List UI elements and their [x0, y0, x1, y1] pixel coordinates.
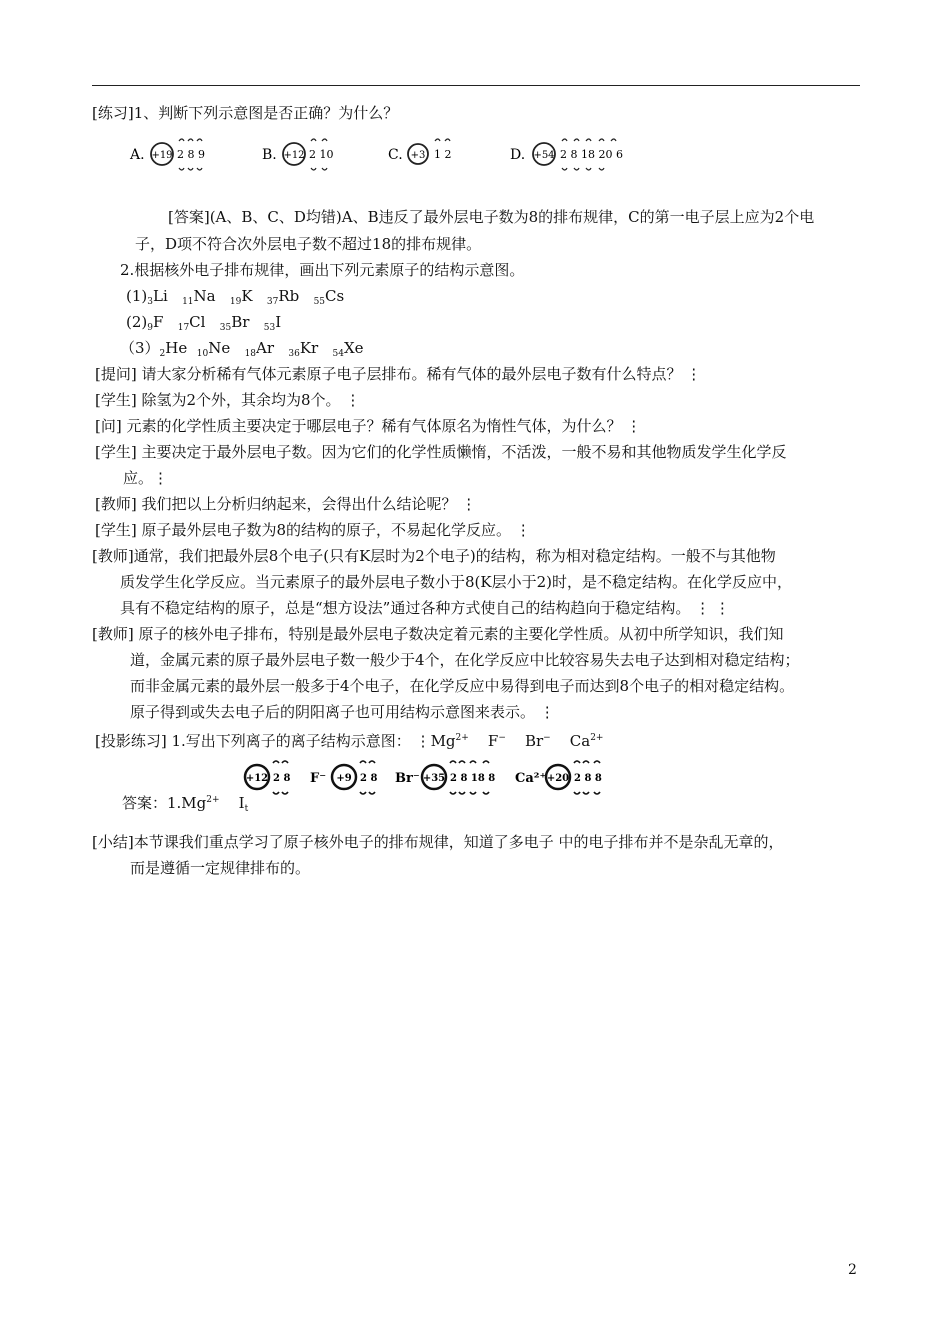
- dialogue-line: 质发学生化学反应。当元素原子的最外层电子数小于8(K层小于2)时，是不稳定结构。在化学反应中，: [120, 573, 793, 591]
- nucleus-charge: +20: [546, 773, 570, 784]
- nucleus-charge: +9: [336, 773, 352, 784]
- nucleus-charge: +35: [422, 773, 446, 784]
- header-rule: [92, 85, 860, 86]
- atom-diagram-c: [388, 139, 452, 164]
- shell-numbers: 2 8 8: [574, 773, 602, 784]
- option-letter: B.: [262, 147, 277, 163]
- dialogue-line: 原子得到或失去电子后的阴阳离子也可用结构示意图来表示。 ⋮: [130, 703, 555, 721]
- nucleus-charge: +3: [410, 150, 426, 161]
- dialogue-line: 道，金属元素的原子最外层电子数一般少于4个，在化学反应中比较容易失去电子达到相对稳定结构；: [130, 651, 800, 669]
- atom-diagram-b: [262, 139, 334, 170]
- ion-diagram-ca: [515, 761, 602, 794]
- dialogue-line: [学生] 原子最外层电子数为8的结构的原子，不易起化学反应。 ⋮: [95, 521, 531, 539]
- exercise-question-1: [练习]1、判断下列示意图是否正确？为什么？: [92, 104, 399, 122]
- projection-exercise: [投影练习] 1.写出下列离子的离子结构示意图： $⋮Mg^{2+}$ F− Br− $Ca^{2+}$: [95, 732, 604, 750]
- element-row-3: $(3)_2He$ $_{10}$Ne $_{18}$Ar $_{36}$Kr $_{54}$Xe: [120, 339, 364, 359]
- shell-numbers: 2 10: [309, 148, 334, 161]
- dialogue-line: [问] 元素的化学性质主要决定于哪层电子？稀有气体原名为惰性气体，为什么？ ⋮: [95, 417, 642, 435]
- ion-symbol: F⁻: [310, 771, 327, 786]
- shell-numbers: 2 8 18 20 6: [560, 148, 623, 161]
- dialogue-line: [教师]通常，我们把最外层8个电子(只有K层时为2个电子)的结构，称为相对稳定结构。一般不与其他物: [92, 547, 776, 565]
- answer-line-2: 子，D项不符合次外层电子数不超过18的排布规律。: [135, 235, 482, 253]
- option-letter: D.: [510, 147, 526, 163]
- dialogue-line: [提问] 请大家分析稀有气体元素原子电子层排布。稀有气体的最外层电子数有什么特点？ ⋮: [95, 365, 702, 383]
- ion-diagram-f: [310, 761, 377, 794]
- electron-shell-arcs: [435, 139, 450, 141]
- summary-line-2: 而是遵循一定规律排布的。: [130, 859, 311, 877]
- atom-diagram-d: [510, 139, 623, 170]
- exercise-question-2: 2.根据核外电子排布规律，画出下列元素原子的结构示意图。: [120, 261, 525, 279]
- ion-symbol: Br⁻: [395, 771, 420, 786]
- nucleus-charge: +12: [283, 150, 305, 161]
- nucleus-charge: +54: [533, 150, 555, 161]
- ion-symbol: Ca²⁺: [515, 771, 547, 786]
- shell-numbers: 1 2: [434, 148, 452, 161]
- nucleus-charge: +19: [151, 150, 173, 161]
- atom-diagram-a: [129, 139, 205, 170]
- nucleus-charge: +12: [245, 773, 269, 784]
- dialogue-line: 具有不稳定结构的原子，总是“想方设法”通过各种方式使自己的结构趋向于稳定结构。 ⋮ ⋮: [120, 599, 730, 617]
- shell-numbers: 2 8 18 8: [450, 773, 496, 784]
- ion-diagrams-answer: [240, 755, 620, 805]
- element-row-2: $(2)_9F$ $_{17}$Cl $_{35}$Br $_{53}$I: [126, 313, 282, 333]
- dialogue-line: 而非金属元素的最外层一般多于4个电子，在化学反应中易得到电子而达到8个电子的相对稳定结构。: [130, 677, 795, 695]
- dialogue-line: [学生] 主要决定于最外层电子数。因为它们的化学性质懒惰，不活泼，一般不易和其他物质发学生化学反: [95, 443, 787, 461]
- option-letter: A.: [130, 147, 145, 163]
- atom-diagrams-exercise: [125, 128, 625, 183]
- page-number: 2: [848, 1262, 857, 1278]
- dialogue-line: [教师] 我们把以上分析归纳起来，会得出什么结论呢？ ⋮: [95, 495, 477, 513]
- shell-numbers: 2 8: [273, 773, 291, 784]
- option-letter: C.: [388, 147, 403, 163]
- shell-numbers: 2 8 9: [177, 148, 205, 161]
- projection-answer: 答案：$1.Mg^{2+}$ $I_t$: [122, 794, 249, 814]
- dialogue-line: 应。⋮: [123, 469, 169, 487]
- ion-diagram-mg: [245, 761, 290, 794]
- shell-numbers: 2 8: [360, 773, 378, 784]
- dialogue-line: [教师] 原子的核外电子排布，特别是最外层电子数决定着元素的主要化学性质。从初中所学知识，我们知: [92, 625, 784, 643]
- answer-line-1: [答案](A、B、C、D均错)A、B违反了最外层电子数为8的排布规律，C的第一电子层上应为2个电: [168, 208, 815, 226]
- summary-line-1: [小结]本节课我们重点学习了原子核外电子的排布规律，知道了多电子 中的电子排布并不是杂乱无章的，: [92, 833, 784, 851]
- element-row-1: $(1)_3Li$ $_{11}$Na $_{19}$K $_{37}$Rb $_{55}$Cs: [126, 287, 345, 307]
- ion-diagram-br: [395, 761, 495, 794]
- dialogue-line: [学生] 除氢为2个外，其余均为8个。 ⋮: [95, 391, 361, 409]
